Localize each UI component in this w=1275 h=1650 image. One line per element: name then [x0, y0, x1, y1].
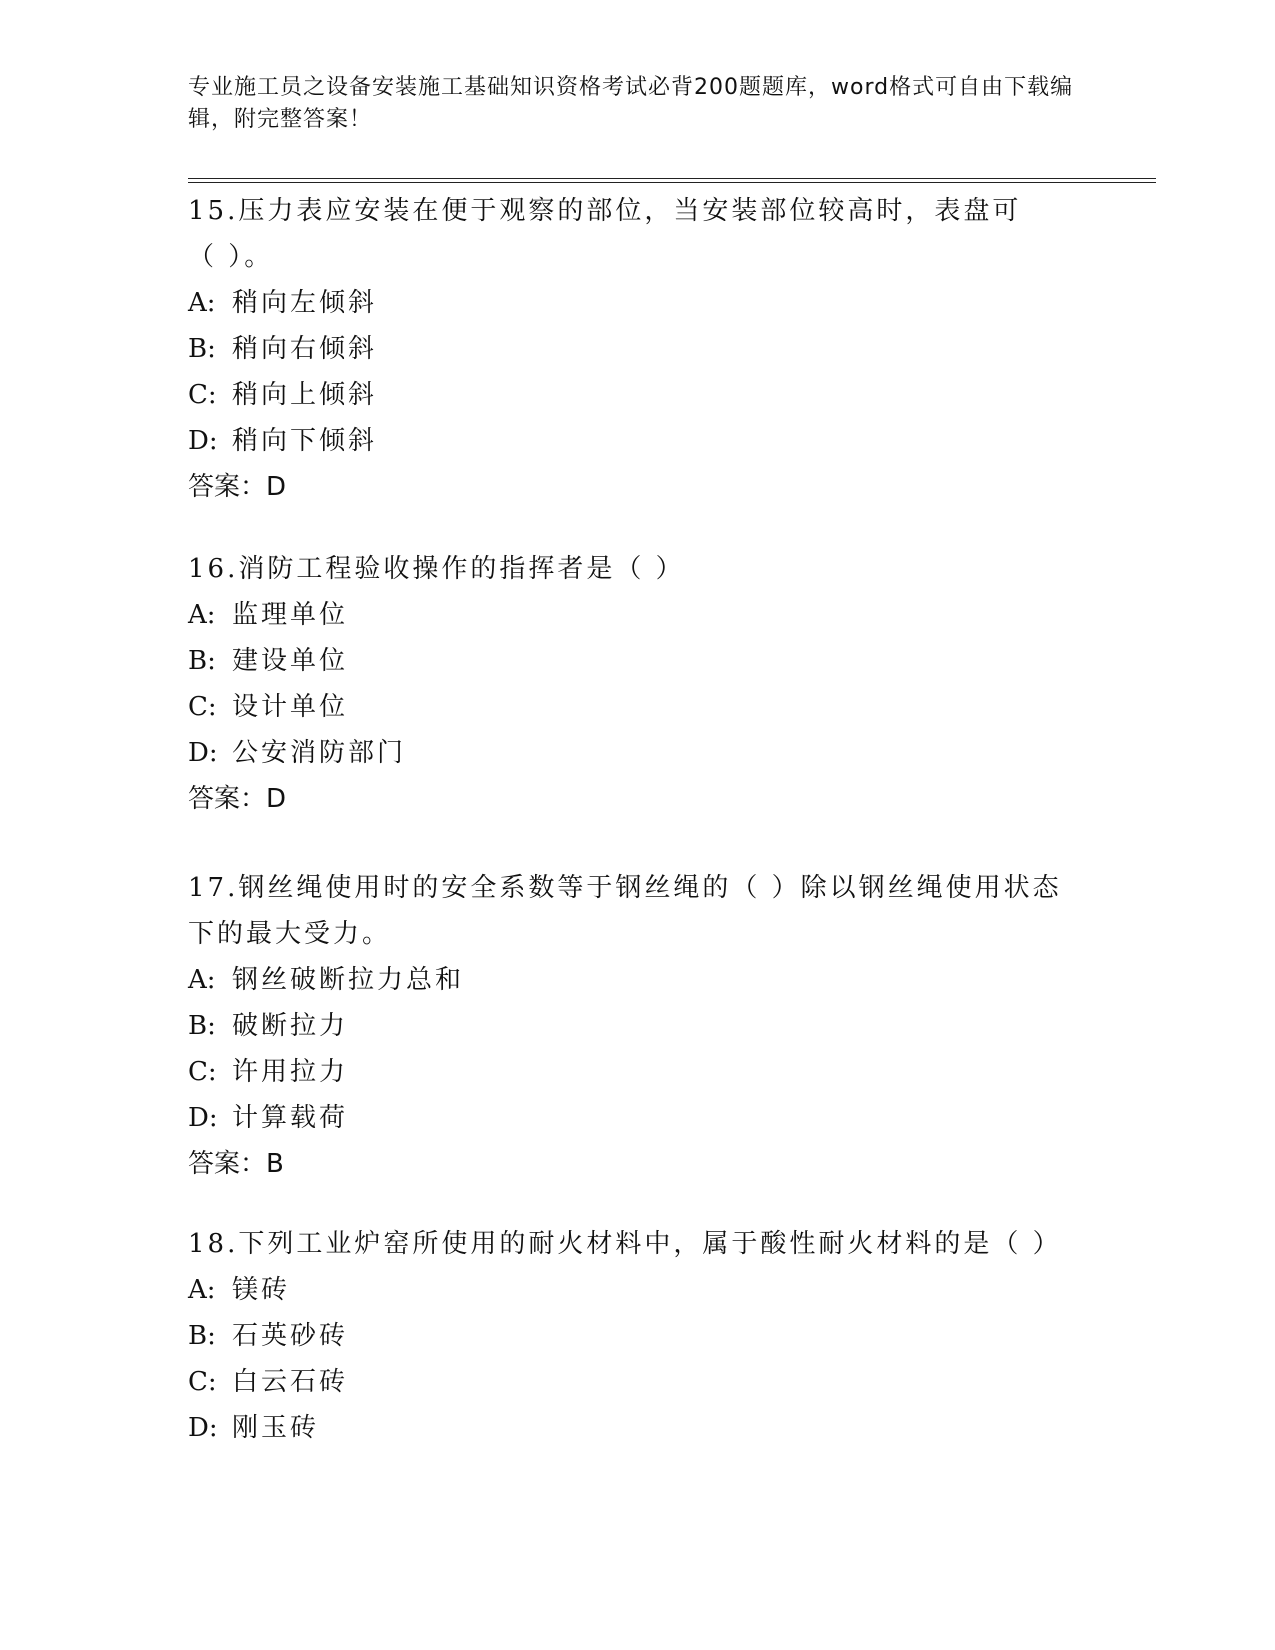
option-c — [188, 372, 1048, 418]
option-a — [188, 1267, 1148, 1313]
answer: 答案：D — [188, 472, 287, 502]
option-text: 许用拉力 — [232, 1057, 349, 1087]
option-a — [188, 280, 1048, 326]
option-text: 稍向右倾斜 — [232, 334, 378, 364]
option-text: 监理单位 — [232, 600, 349, 630]
answer: 答案：B — [188, 1149, 284, 1179]
option-text: 镁砖 — [232, 1275, 291, 1305]
option-letter: D: — [188, 738, 218, 768]
option-letter: B: — [188, 646, 216, 676]
header-divider-top — [188, 178, 1156, 179]
option-letter: D: — [188, 1103, 218, 1133]
document-header: 专业施工员之设备安装施工基础知识资格考试必背200题题库，word格式可自由下载编辑，附完整答案！ — [188, 75, 1074, 132]
question-stem: 17.钢丝绳使用时的安全系数等于钢丝绳的（ ）除以钢丝绳使用状态下的最大受力。 — [188, 873, 1062, 949]
option-letter: A: — [188, 600, 216, 630]
question-17 — [188, 865, 1068, 1187]
header-divider-bottom — [188, 182, 1156, 183]
option-text: 稍向左倾斜 — [232, 288, 378, 318]
option-letter: D: — [188, 1413, 218, 1443]
option-text: 刚玉砖 — [232, 1413, 320, 1443]
option-letter: B: — [188, 1321, 216, 1351]
option-c — [188, 684, 1088, 730]
option-text: 稍向下倾斜 — [232, 426, 378, 456]
option-letter: B: — [188, 334, 216, 364]
option-letter: C: — [188, 692, 217, 722]
question-18 — [188, 1221, 1148, 1451]
question-16 — [188, 546, 1088, 822]
option-text: 计算载荷 — [232, 1103, 349, 1133]
option-a — [188, 957, 1068, 1003]
option-text: 钢丝破断拉力总和 — [232, 965, 465, 995]
option-letter: A: — [188, 1275, 216, 1305]
option-b — [188, 1003, 1068, 1049]
option-text: 公安消防部门 — [232, 738, 407, 768]
question-stem: 16.消防工程验收操作的指挥者是（ ） — [188, 554, 685, 584]
option-text: 石英砂砖 — [232, 1321, 349, 1351]
option-d — [188, 1405, 1148, 1451]
option-b — [188, 1313, 1148, 1359]
option-letter: D: — [188, 426, 218, 456]
option-letter: C: — [188, 1057, 217, 1087]
option-letter: A: — [188, 965, 216, 995]
option-letter: A: — [188, 288, 216, 318]
option-text: 破断拉力 — [232, 1011, 349, 1041]
option-d — [188, 418, 1048, 464]
option-text: 白云石砖 — [232, 1367, 349, 1397]
question-stem: 15.压力表应安装在便于观察的部位，当安装部位较高时，表盘可（ ）。 — [188, 196, 1022, 272]
option-d — [188, 730, 1088, 776]
option-text: 建设单位 — [232, 646, 349, 676]
answer: 答案：D — [188, 784, 287, 814]
option-text: 稍向上倾斜 — [232, 380, 378, 410]
option-a — [188, 592, 1088, 638]
question-15 — [188, 188, 1048, 510]
option-d — [188, 1095, 1068, 1141]
option-letter: B: — [188, 1011, 216, 1041]
option-c — [188, 1359, 1148, 1405]
question-stem: 18.下列工业炉窑所使用的耐火材料中，属于酸性耐火材料的是（ ） — [188, 1229, 1062, 1259]
option-c — [188, 1049, 1068, 1095]
option-b — [188, 326, 1048, 372]
option-letter: C: — [188, 1367, 217, 1397]
option-b — [188, 638, 1088, 684]
option-text: 设计单位 — [232, 692, 349, 722]
option-letter: C: — [188, 380, 217, 410]
